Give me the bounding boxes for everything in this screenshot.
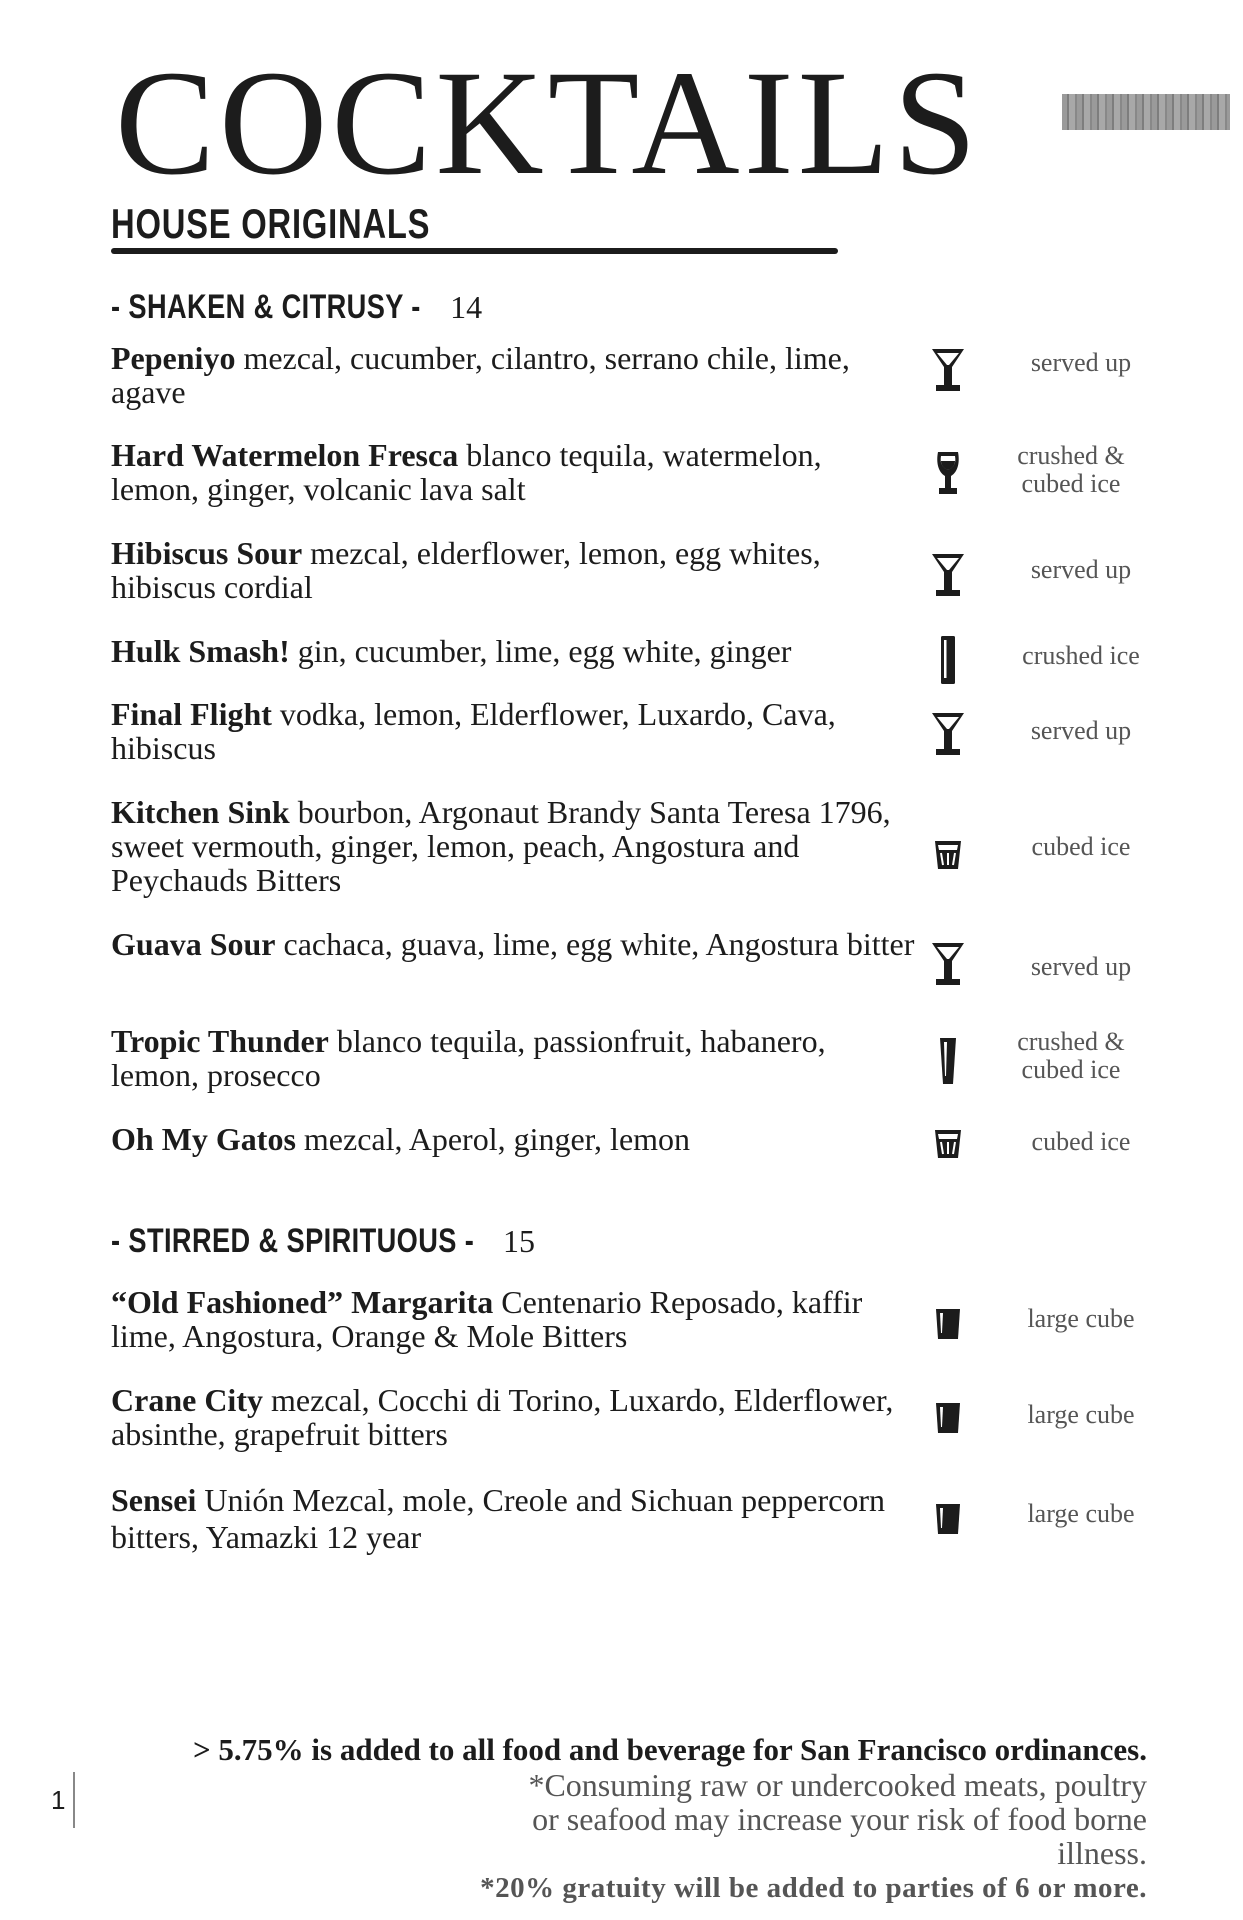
old-fashioned-glass-icon <box>926 1391 970 1443</box>
subheading-label: - SHAKEN & CITRUSY - <box>111 288 421 326</box>
serve-style: crushed & cubed ice <box>1017 1027 1125 1084</box>
drink-description <box>111 795 923 897</box>
drink-ingredients: mezcal, cucumber, cilantro, serrano chile, lime, agave <box>111 340 850 410</box>
footer-raw-food-warning: *Consuming raw or undercooked meats, poultry or seafood may increase your risk of food borne illness. <box>528 1767 1147 1871</box>
drink-name: Hibiscus Sour <box>111 535 303 571</box>
drink-description <box>111 1285 911 1353</box>
collins-glass-icon <box>926 634 970 686</box>
drink-item <box>111 795 1241 905</box>
title-decoration-bar <box>1062 94 1230 130</box>
serve-style: cubed ice <box>1031 832 1131 861</box>
serve-style: large cube <box>1027 1499 1135 1528</box>
page-number: 1 <box>51 1772 75 1828</box>
drink-item <box>111 1122 1241 1202</box>
subheading-price: 14 <box>450 289 483 325</box>
drink-description <box>111 1482 911 1556</box>
subheading-shaken-citrusy <box>111 288 482 327</box>
serve-style: cubed ice <box>1031 1127 1131 1156</box>
serve-style: crushed ice <box>1022 641 1140 670</box>
old-fashioned-glass-icon <box>926 1297 970 1349</box>
drink-ingredients: bourbon, Argonaut Brandy Santa Teresa 1796, sweet vermouth, ginger, lemon, peach, Angostura and Peychauds Bitters <box>111 794 891 898</box>
drink-item <box>111 927 1241 1007</box>
drink-description <box>111 927 923 961</box>
menu-title: COCKTAILS <box>115 40 981 206</box>
drink-description <box>111 1122 911 1156</box>
drink-name: Final Flight <box>111 696 272 732</box>
coupe-glass-icon <box>926 345 970 397</box>
drink-name: Tropic Thunder <box>111 1023 329 1059</box>
drink-description <box>111 697 911 765</box>
drink-ingredients: gin, cucumber, lime, egg white, ginger <box>297 633 792 669</box>
coupe-glass-icon <box>926 709 970 761</box>
drink-description <box>111 634 911 668</box>
pilsner-glass-icon <box>926 1036 970 1088</box>
footer-gratuity-note: *20% gratuity will be added to parties of 6 or more. <box>480 1872 1147 1904</box>
drink-ingredients: blanco tequila, passionfruit, habanero, lemon, prosecco <box>111 1023 826 1093</box>
coupe-glass-icon <box>926 550 970 602</box>
drink-name: Crane City <box>111 1382 263 1418</box>
subheading-label: - STIRRED & SPIRITUOUS - <box>111 1222 475 1260</box>
drink-name: Oh My Gatos <box>111 1121 296 1157</box>
coupe-glass-icon <box>926 939 970 991</box>
serve-style: served up <box>1030 555 1132 584</box>
serve-style: served up <box>1030 952 1132 981</box>
rocks-glass-icon <box>926 827 970 879</box>
drink-ingredients: blanco tequila, watermelon, lemon, ginger, volcanic lava salt <box>111 437 822 507</box>
drink-item <box>111 1482 1241 1562</box>
drink-ingredients: mezcal, Aperol, ginger, lemon <box>303 1121 691 1157</box>
drink-description <box>111 536 911 604</box>
drink-name: Sensei <box>111 1482 197 1518</box>
drink-item <box>111 1383 1241 1463</box>
serve-style: large cube <box>1027 1304 1135 1333</box>
section-title: HOUSE ORIGINALS <box>111 200 431 247</box>
drink-description <box>111 438 911 506</box>
drink-name: Pepeniyo <box>111 340 236 376</box>
drink-item <box>111 536 1241 616</box>
drink-item <box>111 438 1241 518</box>
rocks-glass-icon <box>926 1116 970 1168</box>
subheading-price: 15 <box>503 1223 536 1259</box>
serve-style: crushed & cubed ice <box>1017 441 1125 498</box>
drink-ingredients: cachaca, guava, lime, egg white, Angostura bitter <box>283 926 915 962</box>
drink-ingredients: Centenario Reposado, kaffir lime, Angostura, Orange & Mole Bitters <box>111 1284 863 1354</box>
drink-item <box>111 341 1241 421</box>
drink-name: Guava Sour <box>111 926 276 962</box>
drink-name: Hard Watermelon Fresca <box>111 437 459 473</box>
drink-ingredients: vodka, lemon, Elderflower, Luxardo, Cava, hibiscus <box>111 696 836 766</box>
drink-item <box>111 697 1241 777</box>
serve-style: large cube <box>1027 1400 1135 1429</box>
drink-ingredients: Unión Mezcal, mole, Creole and Sichuan peppercorn bitters, Yamazki 12 year <box>111 1482 885 1555</box>
drink-description <box>111 341 911 409</box>
serve-style: served up <box>1030 348 1132 377</box>
footer-sf-ordinance: > 5.75% is added to all food and beverage for San Francisco ordinances. <box>192 1732 1147 1767</box>
old-fashioned-glass-icon <box>926 1492 970 1544</box>
wine-glass-icon <box>926 448 970 500</box>
drink-item <box>111 1285 1241 1365</box>
drink-name: Hulk Smash! <box>111 633 290 669</box>
drink-description <box>111 1024 911 1092</box>
subheading-stirred-spirituous <box>111 1222 535 1261</box>
drink-ingredients: mezcal, Cocchi di Torino, Luxardo, Elderflower, absinthe, grapefruit bitters <box>111 1382 894 1452</box>
drink-description <box>111 1383 911 1451</box>
section-divider <box>111 248 838 254</box>
serve-style: served up <box>1030 716 1132 745</box>
drink-item <box>111 1024 1241 1104</box>
drink-name: Kitchen Sink <box>111 794 290 830</box>
menu-footer <box>107 1732 1147 1906</box>
drink-ingredients: mezcal, elderflower, lemon, egg whites, hibiscus cordial <box>111 535 821 605</box>
drink-name: “Old Fashioned” Margarita <box>111 1284 494 1320</box>
